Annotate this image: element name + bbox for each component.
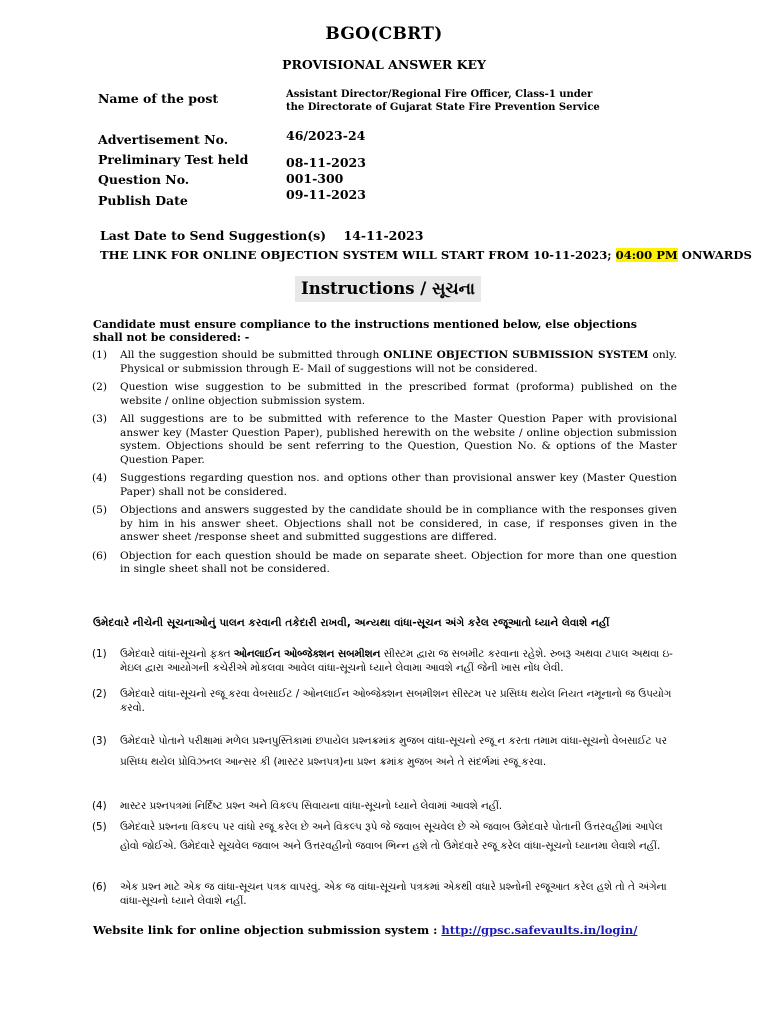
english-item-5 — [92, 504, 677, 545]
item-number: (5) — [92, 821, 107, 833]
english-intro-line-2: shall not be considered: - — [93, 331, 250, 344]
english-item-3 — [92, 413, 677, 467]
item-text: Question wise suggestion to be submitted in the prescribed format (proforma) published on the website / online objection submission system. — [120, 381, 677, 407]
item-number: (3) — [92, 735, 107, 747]
objection-link-notice — [100, 248, 752, 262]
item-number: (2) — [92, 688, 107, 700]
item-text: માસ્ટર પ્રશ્નપત્રમાં નિર્દિષ્ટ પ્રશ્ન અને વિકલ્પ સિવાયના વાંધા-સૂચનો ધ્યાને લેવામાં આવશે નહીં. — [120, 800, 503, 812]
item-number: (1) — [92, 349, 108, 361]
website-link-label: Website link for online objection submission system : — [93, 923, 442, 937]
instructions-heading: Instructions / સૂચના — [295, 276, 481, 302]
test-held-label: Preliminary Test held — [98, 152, 249, 167]
gujarati-item-4 — [92, 800, 682, 814]
last-date-line: Last Date to Send Suggestion(s) 14-11-2023 — [100, 228, 424, 243]
item-text-post: સીસ્ટમ દ્વારા જ સબમીટ કરવાના રહેશે. રુબરૂ અથવા ટપાલ અથવા ઇ- મેઇલ દ્વારા આયોગની કચેરીએ મોકલવા આવેલ વાંધા-સૂચનો ધ્યાને લેવામા આવશે નહીં જેની ખાસ નોંધ લેવી. — [120, 648, 673, 674]
advertisement-label: Advertisement No. — [98, 132, 229, 147]
english-item-1 — [92, 349, 677, 376]
link-start-time: 04:00 PM — [615, 248, 678, 262]
english-item-2 — [92, 381, 677, 408]
item-text: All suggestions are to be submitted with reference to the Master Question Paper with provisional answer key (Master Question Paper), published herewith on the website / online objection submission system. Objections should be sent referring to the Question, Question No. & options of the Master Question Paper. — [120, 413, 677, 466]
item-number: (6) — [92, 881, 107, 893]
page-subtitle: PROVISIONAL ANSWER KEY — [282, 57, 486, 72]
website-link-line — [93, 923, 637, 937]
item-number: (3) — [92, 413, 108, 425]
gujarati-item-5 — [92, 818, 682, 856]
gujarati-item-3 — [92, 731, 682, 773]
item-number: (6) — [92, 549, 108, 562]
item-number: (2) — [92, 381, 108, 393]
test-held-value: 08-11-2023 — [286, 155, 366, 170]
english-intro — [93, 318, 653, 344]
publish-date-value: 09-11-2023 — [286, 187, 366, 202]
item-text-post: only. Physical or submission through E- Mail of suggestions will not be considered. — [120, 349, 677, 375]
post-value-line-2: the Directorate of Gujarat State Fire Prevention Service — [286, 102, 600, 113]
gujarati-item-6 — [92, 881, 682, 908]
item-text-bold: ONLINE OBJECTION SUBMISSION SYSTEM — [383, 349, 649, 361]
item-text: ઉમેદવારે પોતાને પરીક્ષામાં મળેલ પ્રશ્નપુસ્તિકામાં છપાયેલ પ્રશ્નક્રમાંક મુજબ વાંધા-સૂચનો રજૂ ન કરતા તમામ વાંધા-સૂચનો વેબસાઈટ પર પ્રસિધ્ધ થયેલ પ્રોવિઝનલ આન્સર કી (માસ્ટર પ્રશ્નપત્ર)ના પ્રશ્ન ક્રમાંક મુજબ અને તે સંદર્ભમાં રજૂ કરવા. — [120, 735, 667, 768]
gujarati-item-1 — [92, 648, 682, 675]
post-label: Name of the post — [98, 91, 219, 106]
item-text: ઉમેદવારે પ્રશ્નના વિકલ્પ પર વાંધો રજૂ કરેલ છે અને વિકલ્પ રૂપે જે જવાબ સૂચવેલ છે એ જવાબ ઉમેદવારે પોતાની ઉત્તરવહીમાં આપેલ હોવો જોઈએ. ઉમેદવારે સૂચવેલ જવાબ અને ઉત્તરવહીનો જવાબ ભિન્ન હશે તો ઉમેદવારે રજૂ કરેલ વાંધા-સૂચનો ધ્યાનમા લેવાશે નહીં. — [120, 821, 663, 852]
item-text — [120, 648, 682, 675]
item-text: એક પ્રશ્ન માટે એક જ વાંધા-સૂચન પત્રક વાપરવું. એક જ વાંધા-સૂચનો પત્રકમાં એકથી વધારે પ્રશ્નોની રજૂઆત કરેલ હશે તો તે અંગેના વાંધા-સૂચનો ધ્યાને લેવાશે નહીં. — [120, 881, 667, 907]
english-intro-line-1: Candidate must ensure compliance to the instructions mentioned below, else objections — [93, 318, 637, 331]
post-value — [286, 88, 600, 114]
link-notice-prefix: THE LINK FOR ONLINE OBJECTION SYSTEM WILL START FROM 10-11-2023; — [100, 248, 616, 262]
question-no-value: 001-300 — [286, 171, 344, 186]
advertisement-value: 46/2023-24 — [286, 128, 366, 143]
english-item-6 — [92, 550, 677, 577]
objection-system-link[interactable]: http://gpsc.safevaults.in/login/ — [441, 923, 638, 937]
page-title: BGO(CBRT) — [325, 24, 443, 44]
item-text-pre: ઉમેદવારે વાંધાં-સૂચનો ફક્ત — [120, 648, 234, 660]
item-text: Objection for each question should be made on separate sheet. Objection for more than one question in single sheet shall not be considered. — [120, 549, 677, 575]
item-number: (5) — [92, 504, 108, 516]
item-text: ઉમેદવારે વાંધા-સૂચનો રજૂ કરવા વેબસાઈટ / ઓનલાઈન ઓબ્જેક્શન સબમીશન સીસ્ટમ પર પ્રસિધ્ધ થયેલ નિયત નમૂનાનો જ ઉપયોગ કરવો. — [120, 688, 672, 714]
item-text-bold: ઓનલાઈન ઓબ્જેક્શન સબમીશન — [233, 648, 381, 660]
english-item-4 — [92, 472, 677, 499]
question-no-label: Question No. — [98, 172, 190, 187]
post-value-line-1: Assistant Director/Regional Fire Officer, Class-1 under — [286, 89, 593, 100]
gujarati-intro: ઉમેદવારે નીચેની સૂચનાઓનું પાલન કરવાની તકેદારી રાખવી, અન્યથા વાંધા-સૂચન અંગે કરેલ રજૂઆતો ધ્યાને લેવાશે નહીં — [93, 617, 610, 629]
link-notice-suffix: ONWARDS — [677, 248, 752, 262]
item-number: (4) — [92, 800, 107, 812]
item-text-pre: All the suggestion should be submitted through — [120, 349, 384, 361]
english-instructions-list — [92, 349, 677, 582]
item-text: Objections and answers suggested by the candidate should be in compliance with the responses given by him in his answer sheet. Objections shall not be considered, in case, if responses given in the answer sheet /response sheet and submitted suggestions are differed. — [120, 504, 677, 543]
publish-date-label: Publish Date — [98, 193, 188, 208]
item-text: Suggestions regarding question nos. and options other than provisional answer key (Master Question Paper) shall not be considered. — [120, 472, 677, 498]
gujarati-item-2 — [92, 688, 682, 715]
item-text — [120, 349, 677, 376]
item-number: (1) — [92, 648, 107, 660]
item-number: (4) — [92, 472, 108, 484]
